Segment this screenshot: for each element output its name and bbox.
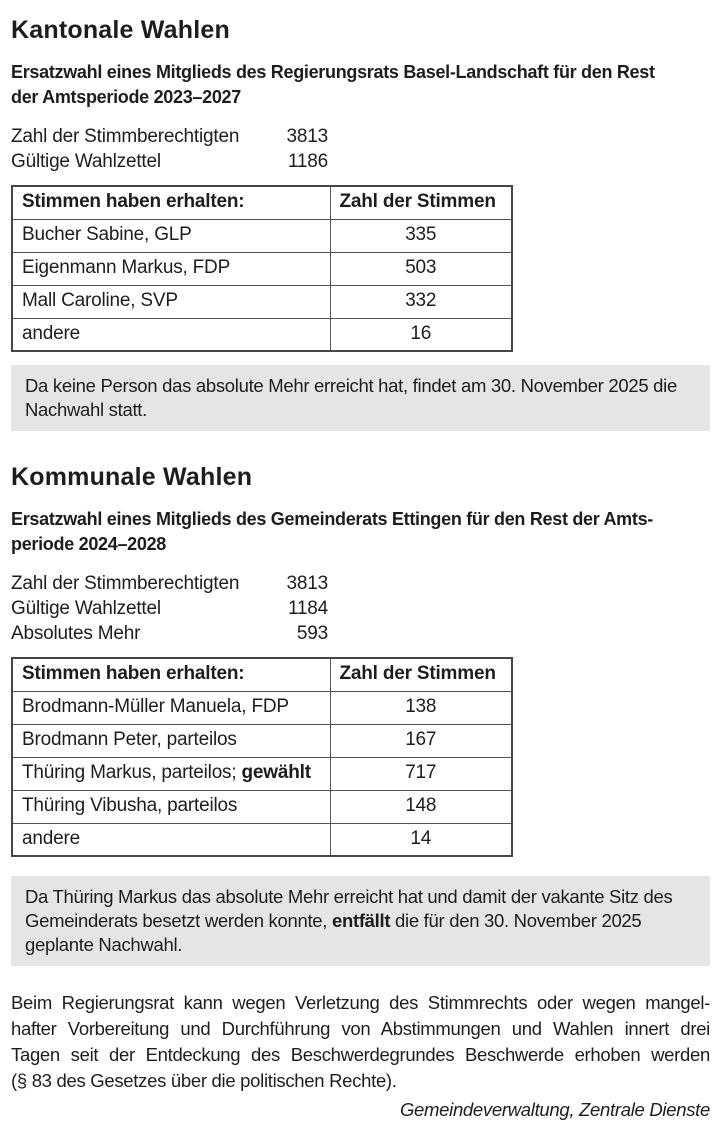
section-kommunale-wahlen xyxy=(11,463,710,966)
kommunal-subtitle-line2: periode 2024–2028 xyxy=(11,534,167,554)
candidate-cell: Thüring Vibusha, parteilos xyxy=(12,790,330,823)
section-kantonale-wahlen xyxy=(11,16,710,431)
table-row xyxy=(12,790,512,823)
legal-line: hafter Vorbereitung und Durchführung von Abstimmungen und Wahlen innert drei xyxy=(11,1018,710,1039)
legal-line: Beim Regierungsrat kann wegen Verletzung des Stimmrechts oder wegen mangel- xyxy=(11,992,710,1013)
kantonal-subtitle-line2: der Amtsperiode 2023–2027 xyxy=(11,87,241,107)
candidate-cell: Brodmann-Müller Manuela, FDP xyxy=(12,691,330,724)
kantonal-stats xyxy=(11,124,710,174)
table-row xyxy=(12,252,512,285)
note-text-bold: entfällt xyxy=(331,910,391,931)
table-row xyxy=(12,285,512,318)
stat-stimmberechtigte xyxy=(11,124,328,149)
stat-label: Gültige Wahlzettel xyxy=(11,598,161,619)
votes-cell: 503 xyxy=(330,252,512,285)
note-text-after: die für den 30. November 2025 geplante Nachwahl. xyxy=(25,910,642,955)
votes-cell: 335 xyxy=(330,219,512,252)
stat-value: 1184 xyxy=(287,598,328,619)
table-row xyxy=(12,691,512,724)
stat-value: 3813 xyxy=(286,573,328,594)
kantonal-subtitle-line1: Ersatzwahl eines Mitglieds des Regierungsrats Basel-Landschaft für den Rest xyxy=(11,62,655,82)
candidate-cell: andere xyxy=(12,318,330,351)
stat-label: Gültige Wahlzettel xyxy=(11,151,161,172)
header-candidate: Stimmen haben erhalten: xyxy=(12,658,330,691)
stat-absolutes-mehr xyxy=(11,621,328,646)
votes-cell: 138 xyxy=(330,691,512,724)
stat-label: Zahl der Stimmberechtigten xyxy=(11,126,240,147)
legal-line: Tagen seit der Entdeckung des Beschwerdegrundes Beschwerde erhoben werden xyxy=(11,1044,710,1065)
legal-line: (§ 83 des Gesetzes über die politischen Rechte). xyxy=(11,1070,397,1091)
kommunal-note-box xyxy=(11,876,710,966)
legal-paragraph xyxy=(11,990,710,1094)
votes-cell: 14 xyxy=(330,823,512,856)
stat-label: Absolutes Mehr xyxy=(11,623,141,644)
kantonal-results-table xyxy=(11,185,513,352)
votes-cell: 148 xyxy=(330,790,512,823)
stat-label: Zahl der Stimmberechtigten xyxy=(11,573,240,594)
table-header-row xyxy=(12,658,512,691)
stat-stimmberechtigte xyxy=(11,571,328,596)
votes-cell: 717 xyxy=(330,757,512,790)
stat-value: 3813 xyxy=(286,126,328,147)
stat-wahlzettel xyxy=(11,149,328,174)
header-votes: Zahl der Stimmen xyxy=(330,186,512,219)
kommunal-subtitle xyxy=(11,507,710,557)
stat-value: 1186 xyxy=(287,151,328,172)
stat-value: 593 xyxy=(296,623,328,644)
kommunal-stats xyxy=(11,571,710,646)
kommunal-title: Kommunale Wahlen xyxy=(11,463,253,491)
kantonal-note-box: Da keine Person das absolute Mehr erreicht hat, findet am 30. November 2025 die Nachwahl statt. xyxy=(11,365,710,431)
table-header-row xyxy=(12,186,512,219)
candidate-cell: Brodmann Peter, parteilos xyxy=(12,724,330,757)
candidate-cell: Eigenmann Markus, FDP xyxy=(12,252,330,285)
table-row xyxy=(12,724,512,757)
signature: Gemeindeverwaltung, Zentrale Dienste xyxy=(399,1099,710,1120)
elected-flag: gewählt xyxy=(241,762,311,783)
header-votes: Zahl der Stimmen xyxy=(330,658,512,691)
table-row xyxy=(12,219,512,252)
candidate-cell: Bucher Sabine, GLP xyxy=(12,219,330,252)
candidate-cell xyxy=(12,757,330,790)
votes-cell: 16 xyxy=(330,318,512,351)
candidate-cell: andere xyxy=(12,823,330,856)
header-candidate: Stimmen haben erhalten: xyxy=(12,186,330,219)
note-text-before: Da Thüring Markus das absolute Mehr erreicht hat und damit der vakante Sitz des Gemeinderats besetzt werden konnte, xyxy=(25,886,673,931)
kommunal-subtitle-line1: Ersatzwahl eines Mitglieds des Gemeinderats Ettingen für den Rest der Amts- xyxy=(11,509,653,529)
kommunal-results-table xyxy=(11,657,513,857)
votes-cell: 332 xyxy=(330,285,512,318)
table-row-elected xyxy=(12,757,512,790)
stat-wahlzettel xyxy=(11,596,328,621)
table-row xyxy=(12,318,512,351)
candidate-cell: Mall Caroline, SVP xyxy=(12,285,330,318)
kantonal-title: Kantonale Wahlen xyxy=(11,16,230,44)
table-row xyxy=(12,823,512,856)
kantonal-subtitle xyxy=(11,60,710,110)
candidate-name: Thüring Markus, parteilos; xyxy=(22,762,242,783)
votes-cell: 167 xyxy=(330,724,512,757)
